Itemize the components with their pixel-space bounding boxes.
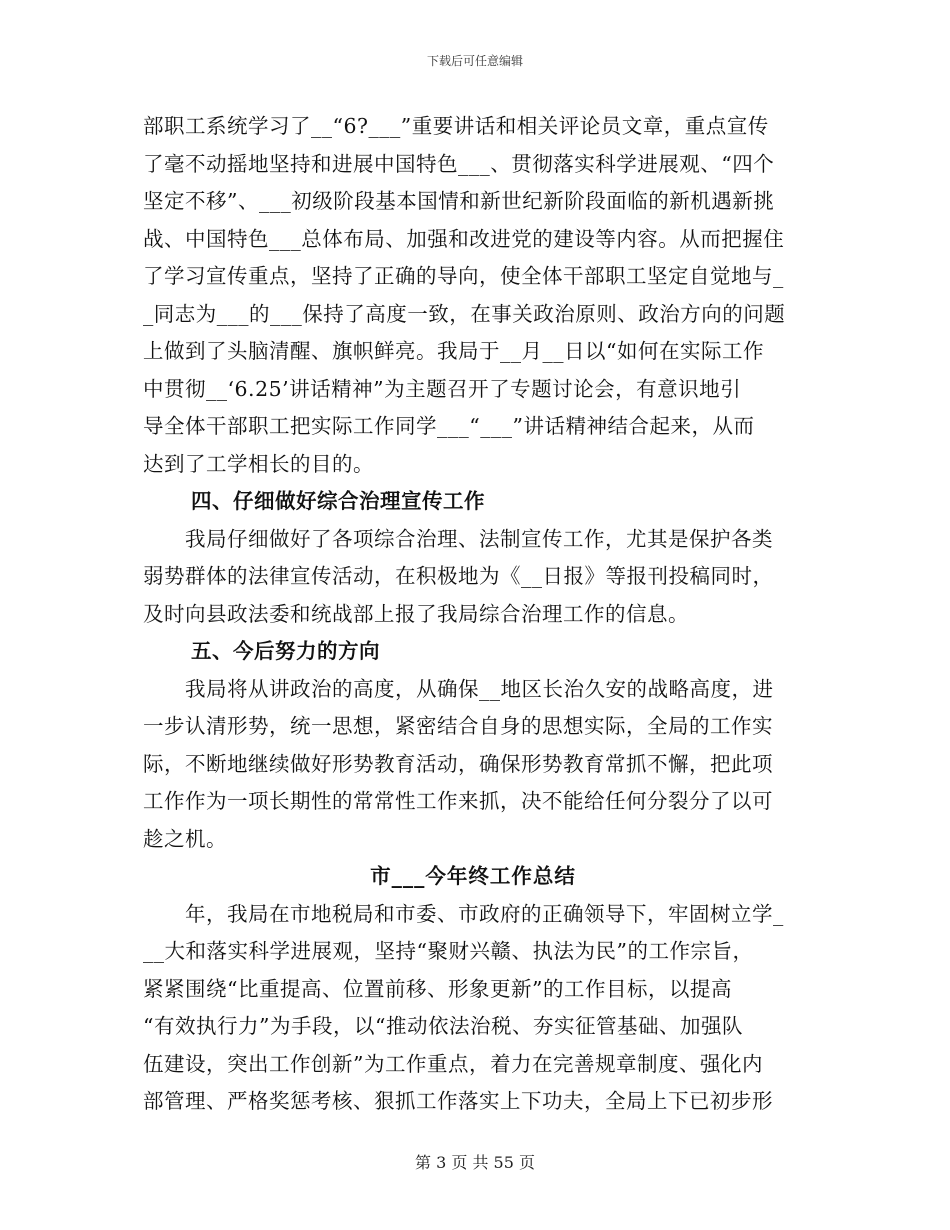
- text-line: 中贯彻__‘6.25’讲话精神”为主题召开了专题讨论会，有意识地引: [143, 376, 742, 401]
- document-body: [143, 108, 803, 1121]
- text-line: 我局将从讲政治的高度，从确保__地区长治久安的战略高度，进: [143, 676, 774, 701]
- text-line: 弱势群体的法律宣传活动，在积极地为《__日报》等报刊投稿同时，: [143, 564, 774, 588]
- text-line: 紧紧围绕“比重提高、位置前移、形象更新”的工作目标，以提高: [143, 976, 732, 1001]
- text-line: 达到了工学相长的目的。: [143, 451, 374, 476]
- page-footer: 第 3 页 共 55 页: [415, 1153, 535, 1172]
- text-line: 我局仔细做好了各项综合治理、法制宣传工作，尤其是保护各类: [143, 526, 773, 551]
- text-line: 际，不断地继续做好形势教育活动，确保形势教育常抓不懈，把此项: [143, 751, 773, 776]
- text-line: 战、中国特色___总体布局、加强和改进党的建设等内容。从而把握住: [143, 226, 785, 251]
- text-line: __大和落实科学进展观，坚持“聚财兴赣、执法为民”的工作宗旨，: [143, 939, 754, 963]
- text-line: 工作作为一项长期性的常常性工作来抓，决不能给任何分裂分了以可: [143, 789, 773, 813]
- text-line: 坚定不移”、___初级阶段基本国情和新世纪新阶段面临的新机遇新挑: [143, 189, 775, 213]
- text-line: 导全体干部职工把实际工作同学___“___”讲话精神结合起来，从而: [143, 414, 755, 438]
- page-header: 下载后可任意编辑: [426, 54, 523, 68]
- text-line: 上做到了头脑清醒、旗帜鲜亮。我局于__月__日以“如何在实际工作: [143, 339, 764, 363]
- text-line: 伍建设，突出工作创新”为工作重点，着力在完善规章制度、强化内: [143, 1051, 763, 1076]
- document-title: 市___今年终工作总结: [370, 864, 576, 888]
- text-line: 了学习宣传重点，坚持了正确的导向，使全体干部职工坚定自觉地与_: [143, 264, 784, 288]
- text-line: 一步认清形势，统一思想，紧密结合自身的思想实际，全局的工作实: [143, 714, 773, 738]
- text-line: 了毫不动摇地坚持和进展中国特色___、贯彻落实科学进展观、“四个: [143, 151, 775, 176]
- section-heading: 四、仔细做好综合治理宣传工作: [191, 489, 485, 513]
- section-heading: 五、今后努力的方向: [191, 639, 380, 663]
- text-line: 部管理、严格奖惩考核、狠抓工作落实上下功夫，全局上下已初步形: [143, 1089, 773, 1113]
- text-line: 趁之机。: [143, 826, 227, 851]
- text-line: 部职工系统学习了__“6?___”重要讲话和相关评论员文章，重点宣传: [143, 114, 769, 138]
- text-line: “有效执行力”为手段，以“推动依法治税、夯实征管基础、加强队: [143, 1014, 743, 1038]
- text-line: 年，我局在市地税局和市委、市政府的正确领导下，牢固树立学_: [143, 901, 784, 926]
- text-line: 及时向县政法委和统战部上报了我局综合治理工作的信息。: [143, 601, 689, 626]
- text-line: _同志为___的___保持了高度一致，在事关政治原则、政治方向的问题: [143, 301, 786, 326]
